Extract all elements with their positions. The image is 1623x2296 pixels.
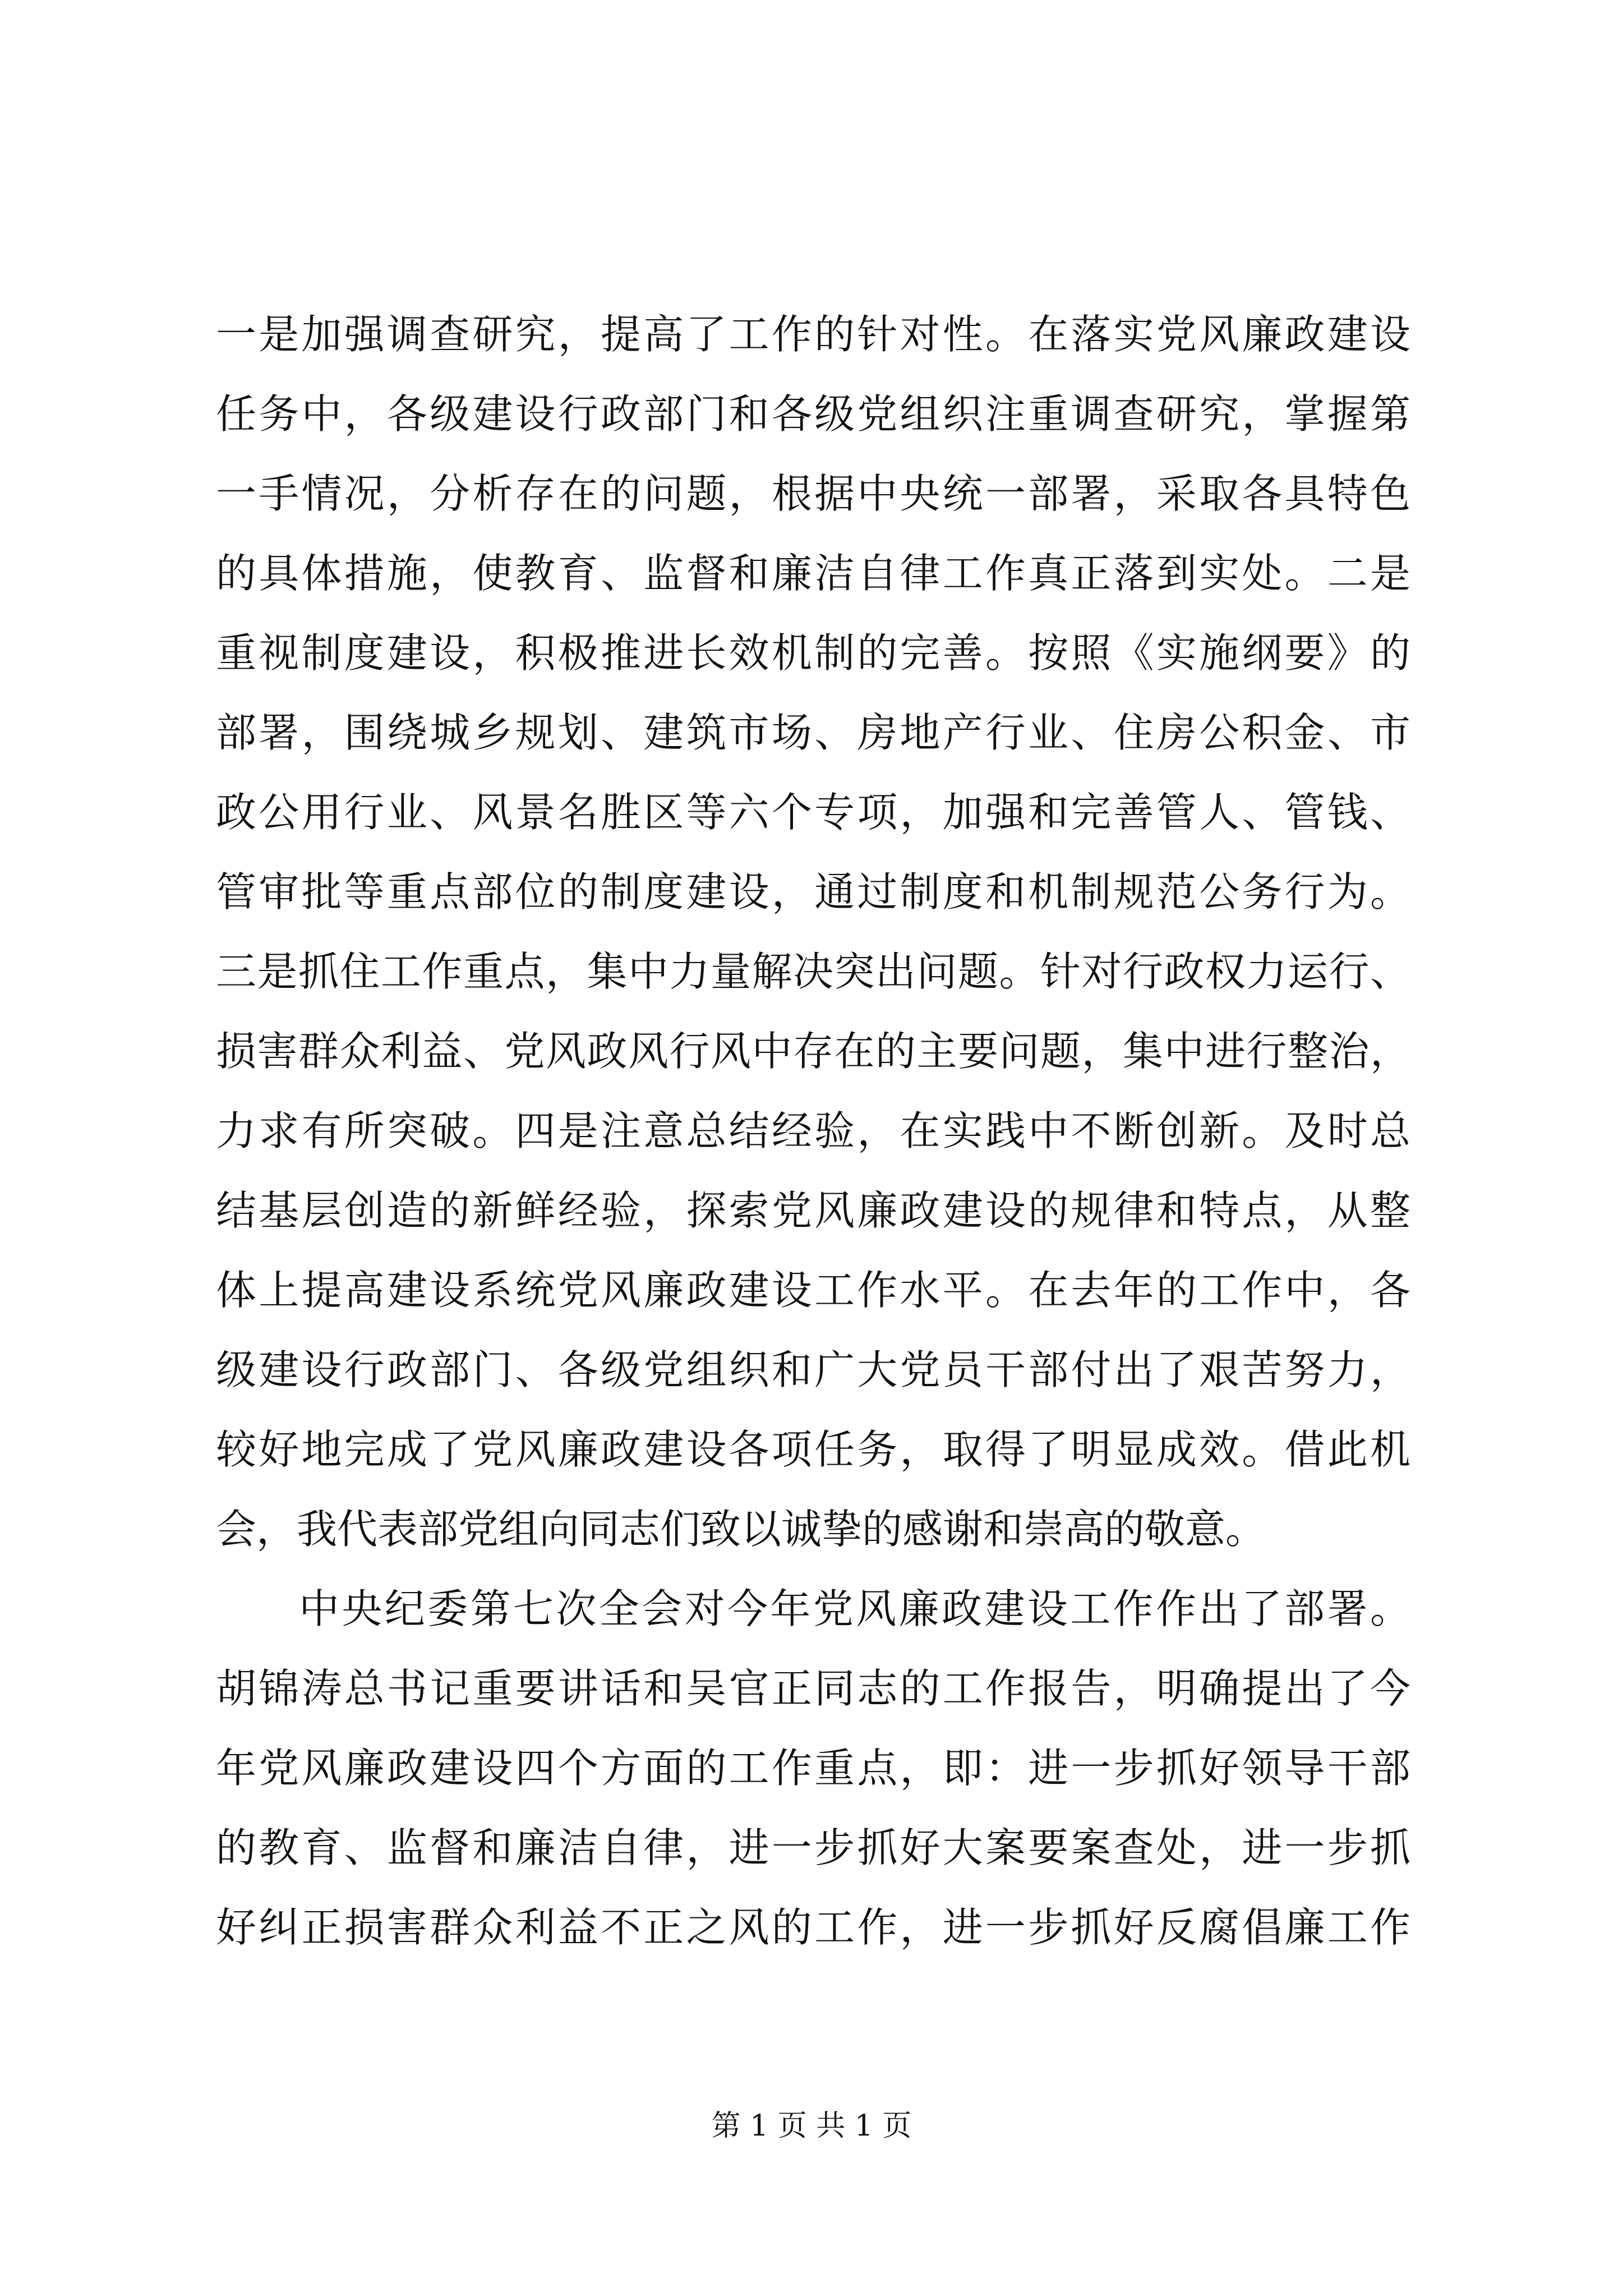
text-line: 年党风廉政建设四个方面的工作重点，即：进一步抓好领导干部 — [216, 1745, 1410, 1792]
text-line: 会，我代表部党组向同志们致以诚挚的感谢和崇高的敬意。 — [216, 1506, 1266, 1553]
text-line: 一手情况，分析存在的问题，根据中央统一部署，采取各具特色 — [216, 470, 1410, 517]
text-line: 胡锦涛总书记重要讲话和吴官正同志的工作报告，明确提出了今 — [216, 1665, 1410, 1712]
text-line: 任务中，各级建设行政部门和各级党组织注重调查研究，掌握第 — [216, 390, 1410, 438]
text-line: 的教育、监督和廉洁自律，进一步抓好大案要案查处，进一步抓 — [216, 1824, 1410, 1871]
text-line: 部署，围绕城乡规划、建筑市场、房地产行业、住房公积金、市 — [216, 709, 1410, 756]
text-line: 级建设行政部门、各级党组织和广大党员干部付出了艰苦努力， — [216, 1346, 1410, 1393]
text-line: 中央纪委第七次全会对今年党风廉政建设工作作出了部署。 — [299, 1585, 1410, 1632]
page-number-label: 第 1 页 共 1 页 — [711, 2109, 912, 2143]
document-body — [216, 295, 1410, 1967]
text-line: 较好地完成了党风廉政建设各项任务，取得了明显成效。借此机 — [216, 1426, 1410, 1473]
text-line: 体上提高建设系统党风廉政建设工作水平。在去年的工作中，各 — [216, 1267, 1410, 1314]
text-line: 结基层创造的新鲜经验，探索党风廉政建设的规律和特点，从整 — [216, 1187, 1410, 1234]
paragraph-2 — [216, 1569, 1410, 1967]
text-line: 重视制度建设，积极推进长效机制的完善。按照《实施纲要》的 — [216, 629, 1410, 677]
text-line: 管审批等重点部位的制度建设，通过制度和机制规范公务行为。 — [216, 868, 1410, 915]
text-line: 的具体措施，使教育、监督和廉洁自律工作真正落到实处。二是 — [216, 550, 1410, 597]
text-line: 三是抓住工作重点，集中力量解决突出问题。针对行政权力运行、 — [216, 948, 1410, 995]
text-line: 好纠正损害群众利益不正之风的工作，进一步抓好反腐倡廉工作 — [216, 1904, 1410, 1951]
page-footer — [0, 2106, 1623, 2146]
paragraph-1 — [216, 295, 1410, 1569]
text-line: 政公用行业、风景名胜区等六个专项，加强和完善管人、管钱、 — [216, 789, 1410, 836]
text-line: 力求有所突破。四是注意总结经验，在实践中不断创新。及时总 — [216, 1107, 1410, 1154]
text-line: 一是加强调查研究，提高了工作的针对性。在落实党风廉政建设 — [216, 311, 1410, 358]
text-line: 损害群众利益、党风政风行风中存在的主要问题，集中进行整治， — [216, 1028, 1410, 1075]
